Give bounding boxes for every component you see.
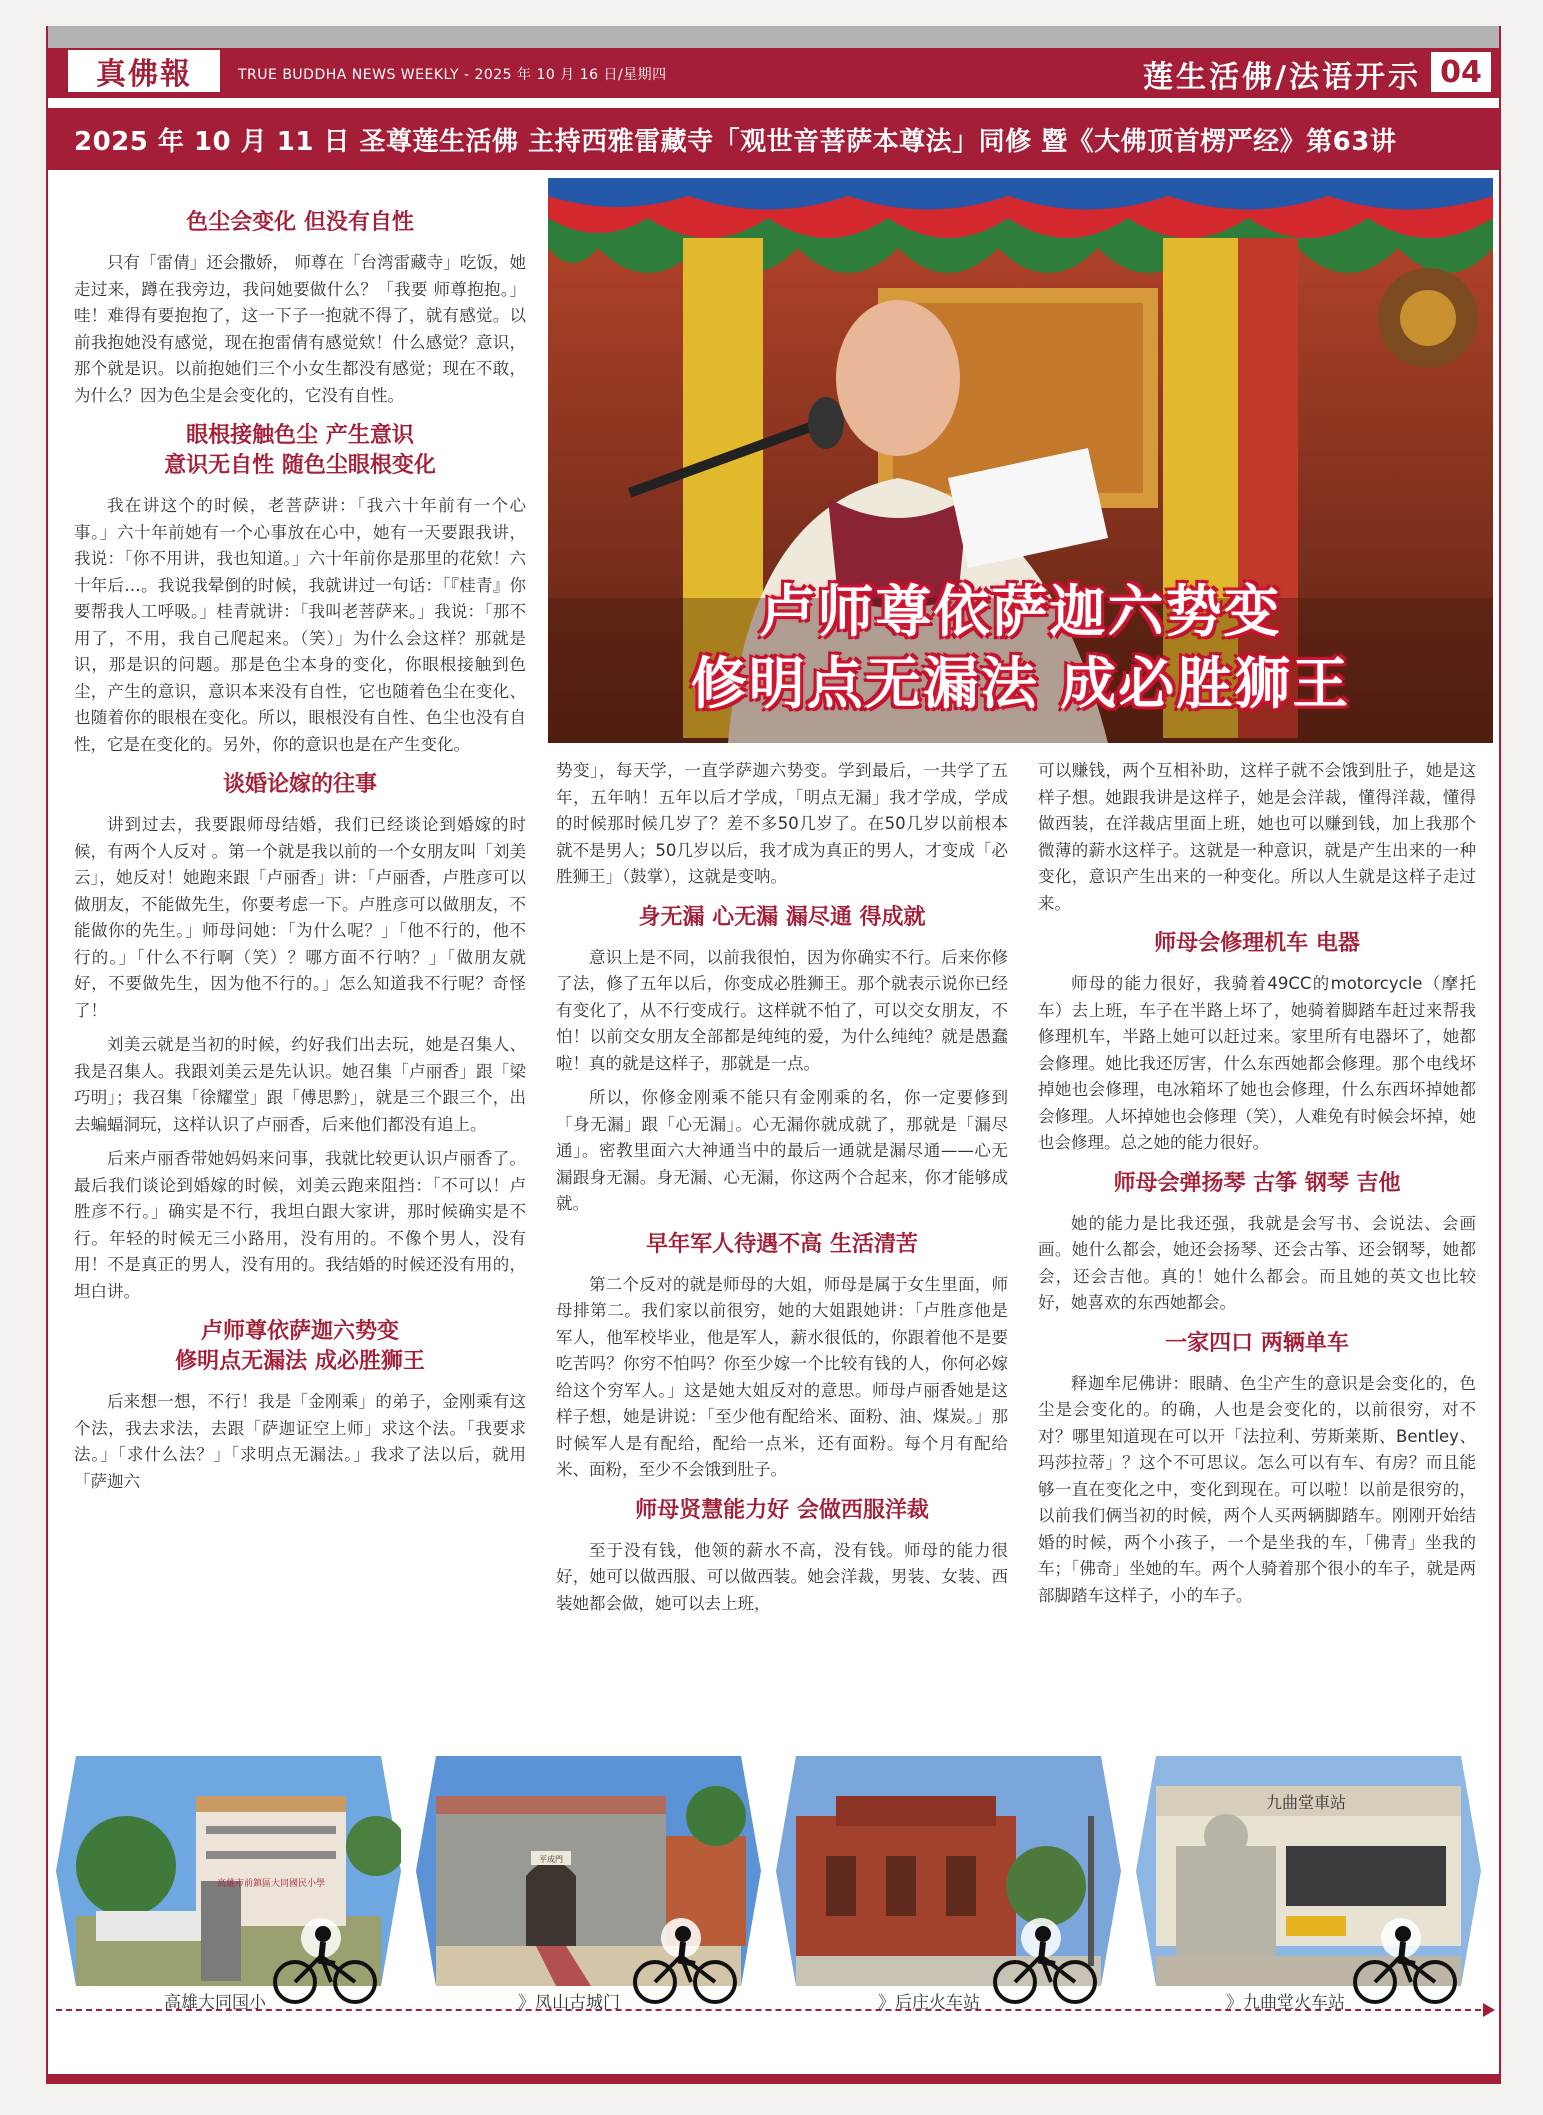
subheading: 色尘会变化 但没有自性 [186,210,414,235]
subheading-line: 眼根接触色尘 产生意识 [186,423,414,448]
paragraph: 至于没有钱，他领的薪水不高，没有钱。师母的能力很好，她可以做西服、可以做西装。她会洋裁，男装、女装、西装她都会做，她可以去上班， [556,1540,1008,1613]
subheading: 谈婚论嫁的往事 [222,772,377,797]
paragraph: 讲到过去，我要跟师母结婚，我们已经谈论到婚嫁的时候，有两个人反对 。第一个就是我以前的一个女朋友叫「刘美云」，她反对！她跑来跟「卢丽香」讲：「卢丽香，卢胜彦可以做朋友，不能做先生，你要考虑一下。卢胜彦可以做朋友，不能做你的先生。」师母问她：「为什么呢？」「他不行的，他不行的。」「什么不行啊（笑）？哪方面不行呐？」「做朋友就好，不要做先生，因为他不行的。」怎么知道我不行呢？奇怪了！ [74,815,526,1020]
photo-caption-line-1: 卢师尊依萨迦六势变 [759,579,1282,645]
paragraph: 她的能力是比我还强，我就是会写书、会说法、会画画。她什么都会，她还会扬琴、还会古筝、还会钢琴，她都会，还会吉他。真的！她什么都会。而且她的英文也比较好，她喜欢的东西她都会。 [1038,1213,1476,1312]
newspaper-page [46,26,1501,2084]
photo-strip [56,1756,1491,2016]
paragraph: 后来卢丽香带她妈妈来问事，我就比较更认识卢丽香了。最后我们谈论到婚嫁的时候，刘美云跑来阻挡：「不可以！卢胜彦不行。」确实是不行，我坦白跟大家讲，那时候确实是不行。年轻的时候无三小路用，没有用的。不像个男人，没有用！不是真正的男人，没有用的。我结婚的时候还没有用的，坦白讲。 [74,1149,526,1301]
newspaper-logo [66,48,222,94]
subheading: 一家四口 两辆单车 [1165,1330,1349,1356]
route-arrow-icon [1483,2003,1495,2017]
page-number: 04 [1431,52,1491,92]
footer-bar [48,2074,1499,2084]
article-column-1 [74,196,526,1746]
paragraph: 势变」，每天学，一直学萨迦六势变。学到最后，一共学了五年，五年呐！五年以后才学成，「明点无漏」我才学成，学成的时候那时候几岁了？差不多50几岁了。在50几岁以前根本就不是男人；50几岁以后，我才成为真正的男人，才变成「必胜狮王」（鼓掌），这就是变呐。 [556,761,1008,886]
subheading-line: 卢师尊依萨迦六势变 [200,1319,399,1344]
school-sign: 高雄市前鎮區大同國民小學 [216,1879,326,1889]
bicycle-icon [1351,1916,1461,2006]
dotted-route-line [56,2009,1491,2011]
bicycle-icon [631,1916,741,2006]
station-sign: 九曲堂車站 [1265,1793,1347,1812]
headline-bar [48,108,1499,170]
subheading-line: 修明点无漏法 成必胜狮王 [175,1349,425,1374]
headline: 2025 年 10 月 11 日 圣尊莲生活佛 主持西雅雷藏寺「观世音菩萨本尊法」同修 暨《大佛顶首楞严经》第63讲 [74,126,1397,157]
subheading: 师母会弹扬琴 古筝 钢琴 吉他 [1113,1170,1401,1196]
paragraph: 意识上是不同，以前我很怕，因为你确实不行。后来你修了法，修了五年以后，你变成必胜狮王。那个就表示说你已经有变化了，从不行变成行。这样就不怕了，可以交女朋友，不怕！以前交女朋友全部都是纯纯的爱，为什么纯纯？就是愚蠢啦！真的就是这样子，那就是一点。 [556,947,1008,1073]
paragraph: 第二个反对的就是师母的大姐，师母是属于女生里面，师母排第二。我们家以前很穷，她的大姐跟她讲：「卢胜彦他是军人，他军校毕业，他是军人，薪水很低的，你跟着他不是要吃苦吗？你穷不怕吗？你至少嫁一个比较有钱的人，你何必嫁给这个穷军人。」这是她大姐反对的意思。师母卢丽香她是这样子想，她是讲说：「至少他有配给米、面粉、油、煤炭。」那时候军人是有配给，配给一点米，还有面粉。每个月有配给米、面粉，至少不会饿到肚子。 [556,1274,1008,1479]
paragraph: 刘美云就是当初的时候，约好我们出去玩，她是召集人、我是召集人。我跟刘美云是先认识。她召集「卢丽香」跟「梁巧明」；我召集「徐耀堂」跟「傅思黔」，就是三个跟三个，出去蝙蝠洞玩，这样认识了卢丽香，后来他们都没有追上。 [74,1035,526,1134]
subheading: 师母会修理机车 电器 [1154,931,1360,956]
publication-line: TRUE BUDDHA NEWS WEEKLY - 2025 年 10 月 16 日/星期四 [238,67,667,83]
gate-sign: 平成門 [539,1855,563,1864]
paragraph: 后来想一想，不行！我是「金刚乘」的弟子，金刚乘有这个法，我去求法，去跟「萨迦证空上师」求这个法。「我要求法。」「求什么法？」「求明点无漏法。」我求了法以后，就用「萨迦六 [74,1392,526,1491]
photo-label-station: 》后庄火车站 [878,1993,980,2013]
subheading: 师母贤慧能力好 会做西服洋裁 [635,1497,929,1523]
subheading: 早年军人待遇不高 生活清苦 [646,1231,918,1257]
paragraph: 释迦牟尼佛讲：眼睛、色尘产生的意识是会变化的，色尘是会变化的。的确，人也是会变化的，以前很穷，对不对？哪里知道现在可以开「法拉利、劳斯莱斯、Bentley、玛莎拉蒂」？这个不可思议。怎么可以有车、有房？而且能够一直在变化之中，变化到现在。可以啦！以前是很穷的，以前我们俩当初的时候，两个人买两辆脚踏车。刚刚开始结婚的时候，两个小孩子，一个是坐我的车，「佛青」坐我的车；「佛奇」坐她的车。两个人骑着那个很小的车子，就是两部脚踏车这样子，小的车子。 [1038,1373,1476,1605]
paragraph: 所以，你修金刚乘不能只有金刚乘的名，你一定要修到「身无漏」跟「心无漏」。心无漏你就成就了，那就是「漏尽通」。密教里面六大神通当中的最后一通就是漏尽通——心无漏跟身无漏。身无漏、心无漏，你这两个合起来，你才能够成就。 [556,1088,1008,1213]
paragraph: 我在讲这个的时候，老菩萨讲：「我六十年前有一个心事。」六十年前她有一个心事放在心中，她有一天要跟我讲，我说：「你不用讲，我也知道。」六十年前你是那里的花欸！六十年后…。我说我晕倒的时候，我就讲过一句话：「『桂青』你要帮我人工呼吸。」桂青就讲：「我叫老菩萨来。」我说：「那不用了，不用，我自己爬起来。（笑）」为什么会这样？那就是识，那是识的问题。那是色尘本身的变化，你眼根接触到色尘，产生的意识，意识本来没有自性，它也随着色尘在变化、也随着你的眼根在变化。所以，眼根没有自性、色尘也没有自性，它是在变化的。另外，你的意识也是在产生变化。 [74,496,526,754]
subheading: 身无漏 心无漏 漏尽通 得成就 [638,904,926,930]
section-title: 莲生活佛/法语开示 [1143,60,1421,95]
photo-label-school: 高雄大同国小 [164,1993,266,2013]
subheading [74,421,526,481]
photo-caption-line-2: 修明点无漏法 成必胜狮王 [690,651,1351,717]
logo-text: 真佛報 [96,57,192,92]
bicycle-icon [271,1916,381,2006]
paragraph: 师母的能力很好，我骑着49CC的motorcycle（摩托车）去上班，车子在半路上坏了，她骑着脚踏车赶过来帮我修理机车，半路上她可以赶过来。家里所有电器坏了，她都会修理。她比我还厉害，什么东西她都会修理。那个电线坏掉她也会修理，电冰箱坏了她也会修理，什么东西坏掉她都会修理。人坏掉她也会修理（笑），人难免有时候会坏掉，她也会修理。总之她的能力很好。 [1038,974,1476,1152]
subheading [74,1317,526,1377]
photo-label-jiuqutang: 》九曲堂火车站 [1226,1993,1345,2013]
main-photo [548,178,1493,743]
article-column-2 [556,758,1008,1748]
paragraph: 可以赚钱，两个互相补助，这样子就不会饿到肚子，她是这样子想。她跟我讲是这样子，她是会洋裁，懂得洋裁，懂得做西装，在洋裁店里面上班，她也可以赚到钱，加上我那个微薄的薪水这样子。这就是一种意识，就是产生出来的一种变化，意识产生出来的一种变化。所以人生就是这样子走过来。 [1038,761,1476,913]
bicycle-icon [991,1916,1101,2006]
photo-label-gate: 》凤山古城门 [518,1993,620,2013]
subheading-line: 意识无自性 随色尘眼根变化 [164,453,436,478]
paragraph: 只有「雷倩」还会撒娇， 师尊在「台湾雷藏寺」吃饭，她走过来，蹲在我旁边，我问她要做什么？「我要 师尊抱抱。」哇！难得有要抱抱了，这一下子一抱就不得了，就有感觉。以前我抱她没有感觉，现在抱雷倩有感觉欸！什么感觉？意识，那个就是识。以前抱她们三个小女生都没有感觉；现在不敢，为什么？因为色尘是会变化的，它没有自性。 [74,253,526,405]
article-column-3 [1038,758,1476,1748]
